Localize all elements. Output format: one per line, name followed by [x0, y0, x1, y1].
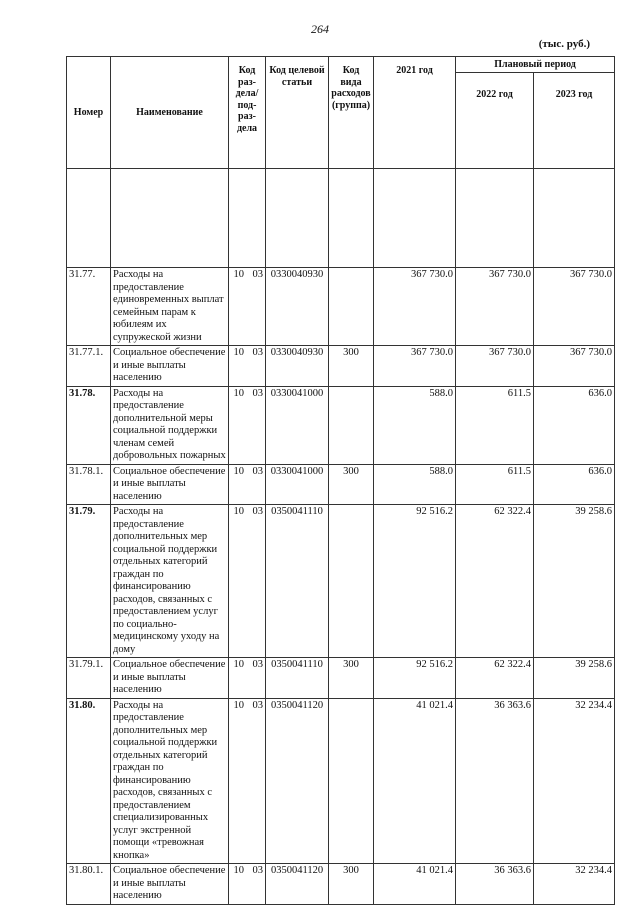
row-target: 0330040930 [266, 268, 329, 346]
row-expense-type: 300 [329, 658, 374, 699]
spacer-row [67, 169, 615, 268]
row-number: 31.78. [67, 386, 111, 464]
table-row [67, 505, 615, 658]
row-2022: 62 322.4 [456, 658, 534, 699]
row-2022: 611.5 [456, 464, 534, 505]
table-row [67, 658, 615, 699]
row-expense-type: 300 [329, 864, 374, 905]
row-2023: 39 258.6 [534, 658, 615, 699]
row-target: 0330041000 [266, 386, 329, 464]
table-row [67, 268, 615, 346]
row-section: 10 [229, 268, 249, 346]
row-expense-type: 300 [329, 346, 374, 387]
row-target: 0330040930 [266, 346, 329, 387]
table-row [67, 386, 615, 464]
row-2021: 92 516.2 [374, 658, 456, 699]
row-expense-type: 300 [329, 464, 374, 505]
row-subsection: 03 [249, 464, 266, 505]
row-section: 10 [229, 658, 249, 699]
row-subsection: 03 [249, 268, 266, 346]
row-expense-type [329, 505, 374, 658]
row-section: 10 [229, 864, 249, 905]
table-row [67, 864, 615, 905]
header-planning-period: Плановый период [456, 57, 615, 73]
row-2022: 36 363.6 [456, 864, 534, 905]
row-2022: 36 363.6 [456, 698, 534, 864]
header-expense-type: Код вида расходов (группа) [329, 57, 374, 169]
row-expense-type [329, 386, 374, 464]
row-2022: 367 730.0 [456, 346, 534, 387]
row-2021: 588.0 [374, 464, 456, 505]
table-row [67, 346, 615, 387]
row-number: 31.77.1. [67, 346, 111, 387]
row-section: 10 [229, 346, 249, 387]
row-2023: 367 730.0 [534, 268, 615, 346]
row-number: 31.79.1. [67, 658, 111, 699]
row-section: 10 [229, 386, 249, 464]
row-expense-type [329, 698, 374, 864]
row-number: 31.77. [67, 268, 111, 346]
row-subsection: 03 [249, 864, 266, 905]
row-number: 31.80. [67, 698, 111, 864]
budget-table [66, 56, 615, 905]
row-target: 0350041120 [266, 864, 329, 905]
row-2023: 636.0 [534, 464, 615, 505]
row-name: Социальное обеспечение и иные выплаты населению [111, 864, 229, 905]
page-number: 264 [311, 22, 329, 36]
row-subsection: 03 [249, 386, 266, 464]
header-2021: 2021 год [374, 57, 456, 169]
row-2023: 636.0 [534, 386, 615, 464]
row-name: Расходы на предоставление дополнительной меры социальной поддержки членам семей добровольных пожарных [111, 386, 229, 464]
header-target: Код целевой статьи [266, 57, 329, 169]
row-2021: 41 021.4 [374, 698, 456, 864]
row-subsection: 03 [249, 346, 266, 387]
row-name: Социальное обеспечение и иные выплаты населению [111, 464, 229, 505]
row-2022: 367 730.0 [456, 268, 534, 346]
row-2023: 32 234.4 [534, 864, 615, 905]
row-name: Социальное обеспечение и иные выплаты населению [111, 658, 229, 699]
row-target: 0350041120 [266, 698, 329, 864]
row-number: 31.79. [67, 505, 111, 658]
row-target: 0350041110 [266, 658, 329, 699]
row-section: 10 [229, 464, 249, 505]
row-subsection: 03 [249, 698, 266, 864]
header-number: Номер [67, 57, 111, 169]
row-section: 10 [229, 505, 249, 658]
row-name: Социальное обеспечение и иные выплаты населению [111, 346, 229, 387]
header-2023: 2023 год [534, 73, 615, 169]
header-name: Наименование [111, 57, 229, 169]
row-2023: 32 234.4 [534, 698, 615, 864]
header-2022: 2022 год [456, 73, 534, 169]
row-2021: 367 730.0 [374, 268, 456, 346]
units-label: (тыс. руб.) [538, 38, 590, 50]
table-row [67, 698, 615, 864]
row-number: 31.78.1. [67, 464, 111, 505]
row-2023: 367 730.0 [534, 346, 615, 387]
header-section: Код раз-дела/ под-раз-дела [229, 57, 266, 169]
row-subsection: 03 [249, 658, 266, 699]
table-row [67, 464, 615, 505]
row-number: 31.80.1. [67, 864, 111, 905]
row-subsection: 03 [249, 505, 266, 658]
row-2021: 41 021.4 [374, 864, 456, 905]
row-expense-type [329, 268, 374, 346]
row-name: Расходы на предоставление единовременных выплат семейным парам к юбилеям их супружеской жизни [111, 268, 229, 346]
row-target: 0330041000 [266, 464, 329, 505]
row-2022: 62 322.4 [456, 505, 534, 658]
row-2021: 92 516.2 [374, 505, 456, 658]
row-section: 10 [229, 698, 249, 864]
row-2021: 367 730.0 [374, 346, 456, 387]
row-name: Расходы на предоставление дополнительных мер социальной поддержки отдельных категорий граждан по финансированию расходов, связанных с предоставлением специализированных услуг экстренной помощи «тревожная кнопка» [111, 698, 229, 864]
row-2022: 611.5 [456, 386, 534, 464]
row-2023: 39 258.6 [534, 505, 615, 658]
row-2021: 588.0 [374, 386, 456, 464]
row-target: 0350041110 [266, 505, 329, 658]
row-name: Расходы на предоставление дополнительных мер социальной поддержки отдельных категорий граждан по финансированию расходов, связанных с предоставлением услуг по социально-медицинскому уходу на дому [111, 505, 229, 658]
